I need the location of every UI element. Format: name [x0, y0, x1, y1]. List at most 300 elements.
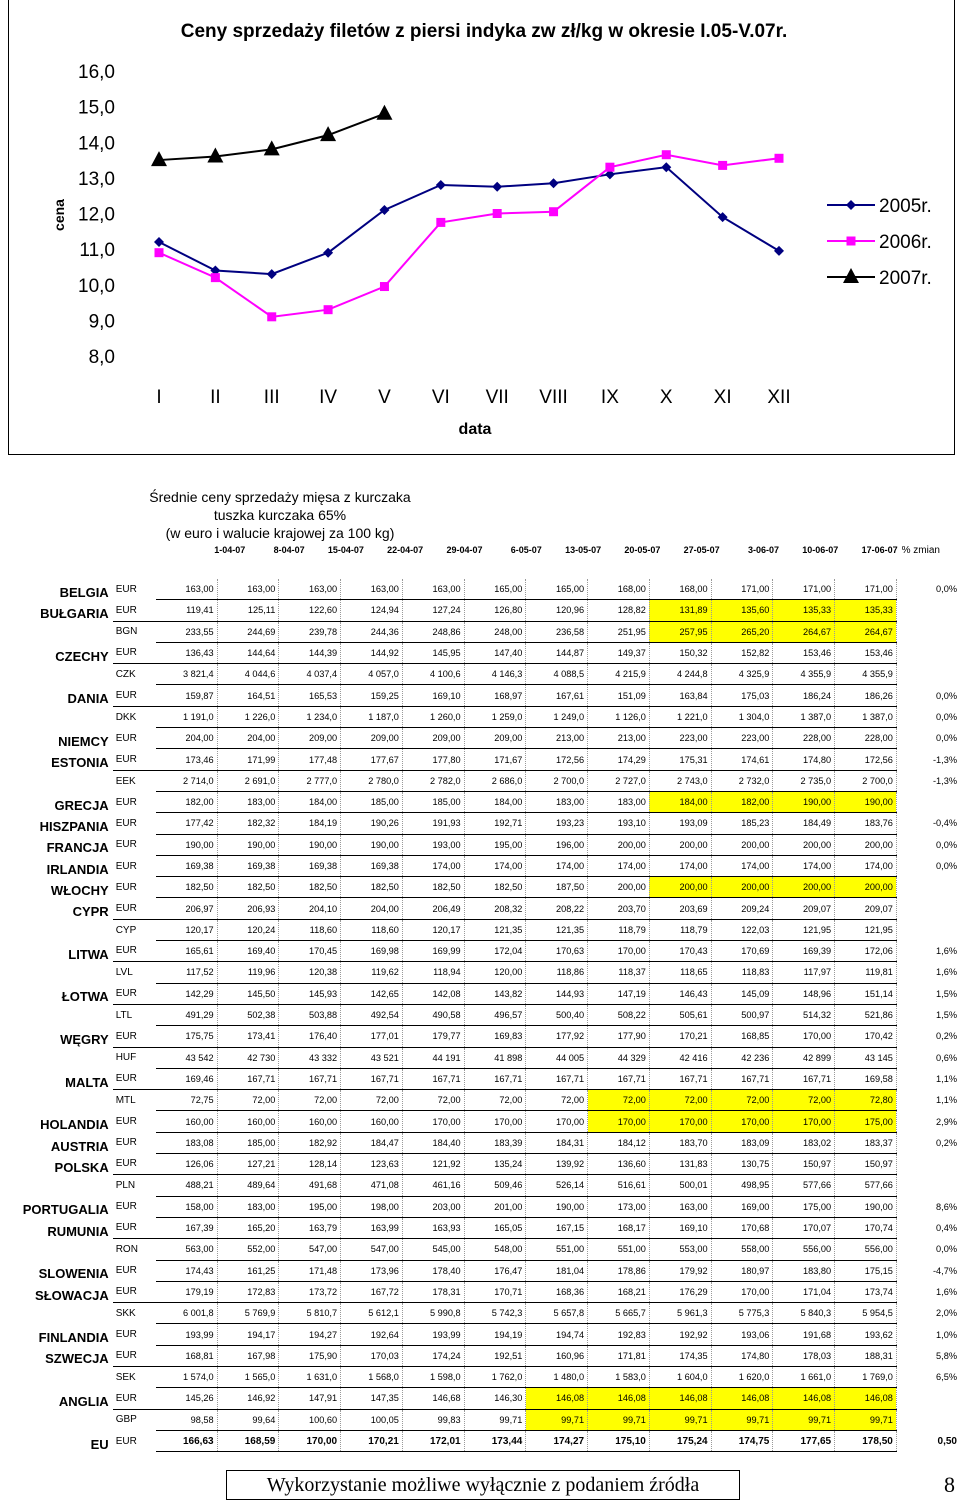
- price-cell: 193,99: [156, 1324, 217, 1345]
- price-cell: 169,39: [773, 941, 835, 962]
- price-cell: 558,00: [711, 1239, 773, 1260]
- currency-cell: EUR: [115, 732, 137, 744]
- price-cell: 1 221,0: [649, 706, 711, 727]
- price-cell: 151,14: [835, 983, 897, 1004]
- price-cell: 42 899: [773, 1047, 835, 1068]
- price-cell: 146,08: [773, 1388, 835, 1409]
- price-cell: 121,95: [835, 919, 897, 940]
- price-cell: 167,71: [402, 1068, 464, 1089]
- price-cell: 526,14: [526, 1175, 588, 1196]
- price-cell: 173,44: [464, 1430, 526, 1451]
- data-point: [324, 305, 333, 314]
- price-cell: 182,00: [156, 791, 217, 812]
- country-cell: WĘGRY: [60, 1032, 109, 1048]
- price-cell: 164,51: [217, 685, 279, 706]
- price-cell: 163,00: [341, 579, 403, 600]
- price-cell: 169,38: [279, 855, 341, 876]
- price-cell: 4 355,9: [835, 664, 897, 685]
- country-cell: HISZPANIA: [39, 819, 109, 835]
- price-cell: 163,84: [649, 685, 711, 706]
- price-cell: 174,24: [402, 1345, 464, 1366]
- price-cell: 126,06: [156, 1154, 217, 1175]
- price-cell: 169,83: [464, 1026, 526, 1047]
- price-cell: 146,68: [402, 1388, 464, 1409]
- price-cell: 163,93: [402, 1217, 464, 1238]
- price-cell: 547,00: [279, 1239, 341, 1260]
- price-cell: 200,00: [649, 834, 711, 855]
- price-cell: 170,71: [464, 1281, 526, 1302]
- price-cell: 167,72: [341, 1281, 403, 1302]
- currency-cell: EUR: [115, 902, 137, 914]
- country-cell: ESTONIA: [51, 755, 109, 771]
- price-cell: 146,08: [835, 1388, 897, 1409]
- price-cell: 183,80: [773, 1260, 835, 1281]
- price-cell: 146,08: [711, 1388, 773, 1409]
- country-cell: RUMUNIA: [47, 1223, 109, 1239]
- country-cell: [0, 962, 113, 983]
- country-cell: IRLANDIA: [46, 861, 109, 877]
- table-row: [0, 1281, 960, 1302]
- price-cell: 5 954,5: [835, 1303, 897, 1324]
- price-cell: 213,00: [526, 728, 588, 749]
- price-cell: 172,83: [217, 1281, 279, 1302]
- price-cell: 2 732,0: [711, 770, 773, 791]
- price-cell: 161,25: [217, 1260, 279, 1281]
- price-cell: 183,00: [588, 791, 650, 812]
- currency-cell: RON: [113, 1239, 156, 1260]
- price-cell: 41 898: [464, 1047, 526, 1068]
- price-cell: 142,29: [156, 983, 217, 1004]
- price-cell: 72,80: [835, 1090, 897, 1111]
- currency-cell: BGN: [113, 621, 156, 642]
- country-cell: DANIA: [67, 691, 109, 707]
- price-cell: 160,00: [341, 1111, 403, 1132]
- price-cell: 170,03: [341, 1345, 403, 1366]
- x-tick-label: VI: [431, 387, 450, 408]
- price-cell: 183,09: [711, 1132, 773, 1153]
- currency-cell: EUR: [115, 945, 137, 957]
- price-cell: 1 620,0: [711, 1366, 773, 1387]
- table-title-line-1: Średnie ceny sprzedaży mięsa z kurczaka: [149, 489, 411, 505]
- price-cell: 168,97: [464, 685, 526, 706]
- price-cell: 200,00: [711, 834, 773, 855]
- price-cell: 153,46: [835, 642, 897, 663]
- pct-change-cell: 1,1%: [936, 1073, 957, 1084]
- price-cell: 42 730: [217, 1047, 279, 1068]
- price-cell: 184,49: [773, 813, 835, 834]
- price-cell: 248,00: [464, 621, 526, 642]
- price-cell: 136,60: [588, 1154, 650, 1175]
- price-cell: 174,00: [526, 855, 588, 876]
- country-cell: MALTA: [65, 1074, 109, 1090]
- x-tick-label: X: [659, 387, 673, 408]
- table-row: [0, 1004, 960, 1025]
- currency-cell: EUR: [115, 1350, 137, 1362]
- price-cell: 158,00: [156, 1196, 217, 1217]
- price-cell: 209,07: [835, 898, 897, 919]
- pct-change-cell: [896, 621, 960, 642]
- price-cell: 2 735,0: [773, 770, 835, 791]
- price-cell: 204,00: [341, 898, 403, 919]
- country-cell: [0, 1175, 113, 1196]
- price-cell: 127,24: [402, 600, 464, 621]
- price-cell: 200,00: [773, 834, 835, 855]
- date-header: 1-04-07: [214, 545, 246, 555]
- price-cell: 170,42: [835, 1026, 897, 1047]
- price-cell: 174,75: [711, 1430, 773, 1451]
- price-cell: 147,19: [588, 983, 650, 1004]
- x-tick-label: IX: [600, 387, 619, 408]
- price-cell: 244,36: [341, 621, 403, 642]
- price-cell: 121,95: [773, 919, 835, 940]
- price-cell: 577,66: [835, 1175, 897, 1196]
- price-cell: 208,22: [526, 898, 588, 919]
- price-cell: 264,67: [835, 621, 897, 642]
- price-cell: 556,00: [773, 1239, 835, 1260]
- price-cell: 135,24: [464, 1154, 526, 1175]
- price-cell: 490,58: [402, 1004, 464, 1025]
- price-cell: 187,50: [526, 877, 588, 898]
- price-cell: 209,00: [464, 728, 526, 749]
- country-cell: ANGLIA: [58, 1394, 109, 1410]
- country-cell: [0, 621, 113, 642]
- price-cell: 119,81: [835, 962, 897, 983]
- price-cell: 1 769,0: [835, 1366, 897, 1387]
- table-row: [0, 1324, 960, 1345]
- price-cell: 145,26: [156, 1388, 217, 1409]
- price-cell: 165,05: [464, 1217, 526, 1238]
- currency-cell: EUR: [115, 988, 137, 1000]
- price-cell: 121,35: [464, 919, 526, 940]
- legend-label: 2006r.: [879, 232, 932, 253]
- table-row: [0, 941, 960, 962]
- country-cell: POLSKA: [54, 1159, 109, 1175]
- price-cell: 178,31: [402, 1281, 464, 1302]
- currency-cell: DKK: [113, 706, 156, 727]
- price-cell: 1 260,0: [402, 706, 464, 727]
- currency-cell: EUR: [115, 1392, 137, 1404]
- data-point: [605, 163, 614, 172]
- price-cell: 5 810,7: [279, 1303, 341, 1324]
- price-cell: 174,00: [649, 855, 711, 876]
- price-cell: 120,17: [402, 919, 464, 940]
- y-tick-label: 9,0: [88, 311, 115, 333]
- price-cell: 167,61: [526, 685, 588, 706]
- price-cell: 163,00: [279, 579, 341, 600]
- pct-change-cell: 1,1%: [936, 1095, 957, 1106]
- country-cell: FRANCJA: [46, 840, 109, 856]
- table-row: [0, 621, 960, 642]
- date-header: 17-06-07: [861, 545, 898, 555]
- price-cell: 508,22: [588, 1004, 650, 1025]
- price-cell: 119,41: [156, 600, 217, 621]
- price-cell: 130,75: [711, 1154, 773, 1175]
- price-cell: 182,50: [402, 877, 464, 898]
- currency-cell: EUR: [115, 860, 137, 872]
- data-point: [154, 237, 164, 247]
- y-tick-label: 10,0: [78, 275, 115, 297]
- price-cell: 5 612,1: [341, 1303, 403, 1324]
- currency-cell: LVL: [113, 962, 156, 983]
- price-cell: 516,61: [588, 1175, 650, 1196]
- series-line-1: [159, 155, 779, 317]
- pct-change-cell: 1,6%: [936, 946, 957, 957]
- price-cell: 163,00: [156, 579, 217, 600]
- legend-label: 2005r.: [879, 196, 932, 217]
- price-cell: 167,71: [217, 1068, 279, 1089]
- price-cell: 185,00: [217, 1132, 279, 1153]
- price-cell: 6 001,8: [156, 1303, 217, 1324]
- pct-change-cell: [896, 919, 960, 940]
- price-cell: 192,92: [649, 1324, 711, 1345]
- price-cell: 2 777,0: [279, 770, 341, 791]
- price-cell: 168,17: [588, 1217, 650, 1238]
- currency-cell: EUR: [115, 1265, 137, 1277]
- price-cell: 175,31: [649, 749, 711, 770]
- price-cell: 209,00: [402, 728, 464, 749]
- price-cell: 160,00: [279, 1111, 341, 1132]
- price-cell: 136,43: [156, 642, 217, 663]
- price-cell: 171,04: [773, 1281, 835, 1302]
- price-cell: 72,75: [156, 1090, 217, 1111]
- country-cell: [0, 1047, 113, 1068]
- y-axis-label: cena: [51, 199, 67, 231]
- price-cell: 170,00: [526, 1111, 588, 1132]
- table-row: [0, 1366, 960, 1387]
- price-cell: 552,00: [217, 1239, 279, 1260]
- price-cell: 167,15: [526, 1217, 588, 1238]
- price-cell: 188,31: [835, 1345, 897, 1366]
- table-title-line-3: (w euro i walucie krajowej za 100 kg): [165, 525, 395, 541]
- table-row: [0, 1175, 960, 1196]
- price-cell: 168,21: [588, 1281, 650, 1302]
- price-cell: 200,00: [835, 877, 897, 898]
- price-cell: 122,03: [711, 919, 773, 940]
- price-cell: 1 598,0: [402, 1366, 464, 1387]
- price-cell: 173,72: [279, 1281, 341, 1302]
- price-cell: 184,19: [279, 813, 341, 834]
- price-cell: 228,00: [835, 728, 897, 749]
- price-cell: 172,06: [835, 941, 897, 962]
- price-cell: 169,46: [156, 1068, 217, 1089]
- price-cell: 200,00: [588, 834, 650, 855]
- price-cell: 492,54: [341, 1004, 403, 1025]
- price-cell: 200,00: [835, 834, 897, 855]
- price-cell: 99,71: [835, 1409, 897, 1430]
- price-cell: 500,01: [649, 1175, 711, 1196]
- country-cell: [0, 1409, 113, 1430]
- price-cell: 244,69: [217, 621, 279, 642]
- pct-change-cell: 1,0%: [936, 1329, 957, 1340]
- price-cell: 548,00: [464, 1239, 526, 1260]
- country-cell: [0, 919, 113, 940]
- data-point: [376, 105, 392, 120]
- price-cell: 177,01: [341, 1026, 403, 1047]
- currency-cell: EUR: [115, 1073, 137, 1085]
- price-cell: 502,38: [217, 1004, 279, 1025]
- price-cell: 170,68: [711, 1217, 773, 1238]
- price-cell: 169,98: [341, 941, 403, 962]
- price-cell: 191,93: [402, 813, 464, 834]
- price-cell: 167,71: [341, 1068, 403, 1089]
- price-cell: 43 145: [835, 1047, 897, 1068]
- country-cell: [0, 1303, 113, 1324]
- price-cell: 118,94: [402, 962, 464, 983]
- price-cell: 182,50: [279, 877, 341, 898]
- country-cell: HOLANDIA: [40, 1117, 109, 1133]
- price-cell: 175,00: [835, 1111, 897, 1132]
- price-cell: 174,27: [526, 1430, 588, 1451]
- data-point: [151, 151, 167, 166]
- price-cell: 100,60: [279, 1409, 341, 1430]
- price-cell: 117,97: [773, 962, 835, 983]
- table-row: [0, 1154, 960, 1175]
- price-cell: 204,00: [156, 728, 217, 749]
- table-row: [0, 1090, 960, 1111]
- price-cell: 145,95: [402, 642, 464, 663]
- price-cell: 500,97: [711, 1004, 773, 1025]
- currency-cell: EUR: [115, 689, 137, 701]
- price-cell: 149,37: [588, 642, 650, 663]
- price-cell: 174,00: [711, 855, 773, 876]
- price-cell: 177,90: [588, 1026, 650, 1047]
- table-row: [0, 877, 960, 898]
- price-cell: 120,24: [217, 919, 279, 940]
- table-row: [0, 1026, 960, 1047]
- table-row: [0, 664, 960, 685]
- price-cell: 175,10: [588, 1430, 650, 1451]
- price-cell: 160,96: [526, 1345, 588, 1366]
- price-cell: 192,51: [464, 1345, 526, 1366]
- price-cell: 170,00: [464, 1111, 526, 1132]
- pct-change-cell: 0,0%: [936, 733, 957, 744]
- price-cell: 165,00: [464, 579, 526, 600]
- pct-change-cell: -0,4%: [932, 818, 957, 829]
- price-cell: 194,19: [464, 1324, 526, 1345]
- price-cell: 169,10: [649, 1217, 711, 1238]
- price-cell: 183,70: [649, 1132, 711, 1153]
- price-cell: 1 583,0: [588, 1366, 650, 1387]
- currency-cell: EUR: [115, 604, 137, 616]
- price-cell: 183,02: [773, 1132, 835, 1153]
- price-cell: 146,43: [649, 983, 711, 1004]
- price-cell: 170,00: [773, 1026, 835, 1047]
- price-cell: 182,50: [464, 877, 526, 898]
- table-row: [0, 1260, 960, 1281]
- price-cell: 545,00: [402, 1239, 464, 1260]
- price-cell: 44 005: [526, 1047, 588, 1068]
- country-cell: [0, 1090, 113, 1111]
- table-row: [0, 1388, 960, 1409]
- price-cell: 72,00: [649, 1090, 711, 1111]
- price-cell: 4 088,5: [526, 664, 588, 685]
- price-cell: 257,95: [649, 621, 711, 642]
- table-row: [0, 642, 960, 663]
- price-cell: 177,80: [402, 749, 464, 770]
- price-cell: 553,00: [649, 1239, 711, 1260]
- price-cell: 471,08: [341, 1175, 403, 1196]
- price-cell: 167,71: [588, 1068, 650, 1089]
- page-number: 8: [944, 1472, 955, 1497]
- price-cell: 98,58: [156, 1409, 217, 1430]
- price-cell: 5 990,8: [402, 1303, 464, 1324]
- price-cell: 173,00: [588, 1196, 650, 1217]
- country-cell: [0, 770, 113, 791]
- price-cell: 193,06: [711, 1324, 773, 1345]
- price-cell: 203,70: [588, 898, 650, 919]
- x-tick-label: XII: [767, 387, 791, 408]
- y-tick-label: 8,0: [88, 347, 115, 368]
- price-cell: 44 191: [402, 1047, 464, 1068]
- price-cell: 209,24: [711, 898, 773, 919]
- date-header: 3-06-07: [747, 545, 779, 555]
- price-cell: 2 782,0: [402, 770, 464, 791]
- price-cell: 194,74: [526, 1324, 588, 1345]
- price-cell: 178,03: [773, 1345, 835, 1366]
- price-cell: 176,47: [464, 1260, 526, 1281]
- price-cell: 489,64: [217, 1175, 279, 1196]
- price-cell: 147,40: [464, 642, 526, 663]
- price-cell: 236,58: [526, 621, 588, 642]
- price-cell: 201,00: [464, 1196, 526, 1217]
- pct-change-cell: 0,0%: [936, 711, 957, 722]
- price-cell: 146,30: [464, 1388, 526, 1409]
- price-cell: 159,87: [156, 685, 217, 706]
- price-cell: 167,98: [217, 1345, 279, 1366]
- price-cell: 168,00: [588, 579, 650, 600]
- price-cell: 191,68: [773, 1324, 835, 1345]
- price-cell: 251,95: [588, 621, 650, 642]
- price-cell: 198,00: [341, 1196, 403, 1217]
- price-cell: 145,50: [217, 983, 279, 1004]
- price-cell: 200,00: [649, 877, 711, 898]
- price-cell: 72,00: [711, 1090, 773, 1111]
- price-cell: 185,00: [402, 791, 464, 812]
- price-cell: 461,16: [402, 1175, 464, 1196]
- price-cell: 1 631,0: [279, 1366, 341, 1387]
- price-cell: 200,00: [773, 877, 835, 898]
- pct-change-cell: -1,3%: [932, 775, 957, 786]
- pct-change-cell: [896, 642, 960, 663]
- price-cell: 174,00: [588, 855, 650, 876]
- pct-change-cell: 0,2%: [936, 1031, 957, 1042]
- price-cell: 43 521: [341, 1047, 403, 1068]
- price-cell: 123,63: [341, 1154, 403, 1175]
- price-cell: 144,39: [279, 642, 341, 663]
- price-cell: 190,00: [156, 834, 217, 855]
- pct-change-cell: 1,5%: [936, 988, 957, 999]
- table-row: [0, 983, 960, 1004]
- price-line-chart: [9, 0, 956, 455]
- price-cell: 4 215,9: [588, 664, 650, 685]
- price-cell: 491,68: [279, 1175, 341, 1196]
- pct-change-cell: [896, 1175, 960, 1196]
- price-cell: 167,71: [464, 1068, 526, 1089]
- price-cell: 163,00: [217, 579, 279, 600]
- price-cell: 171,00: [711, 579, 773, 600]
- price-cell: 209,07: [773, 898, 835, 919]
- price-cell: 1 187,0: [341, 706, 403, 727]
- pct-change-cell: 0,0%: [936, 1244, 957, 1255]
- price-cell: 5 657,8: [526, 1303, 588, 1324]
- x-axis-label: data: [458, 421, 492, 438]
- price-cell: 200,00: [711, 877, 773, 898]
- pct-change-cell: [896, 664, 960, 685]
- currency-cell: EEK: [113, 770, 156, 791]
- price-cell: 99,71: [711, 1409, 773, 1430]
- date-header: 20-05-07: [624, 545, 661, 555]
- price-cell: 147,35: [341, 1388, 403, 1409]
